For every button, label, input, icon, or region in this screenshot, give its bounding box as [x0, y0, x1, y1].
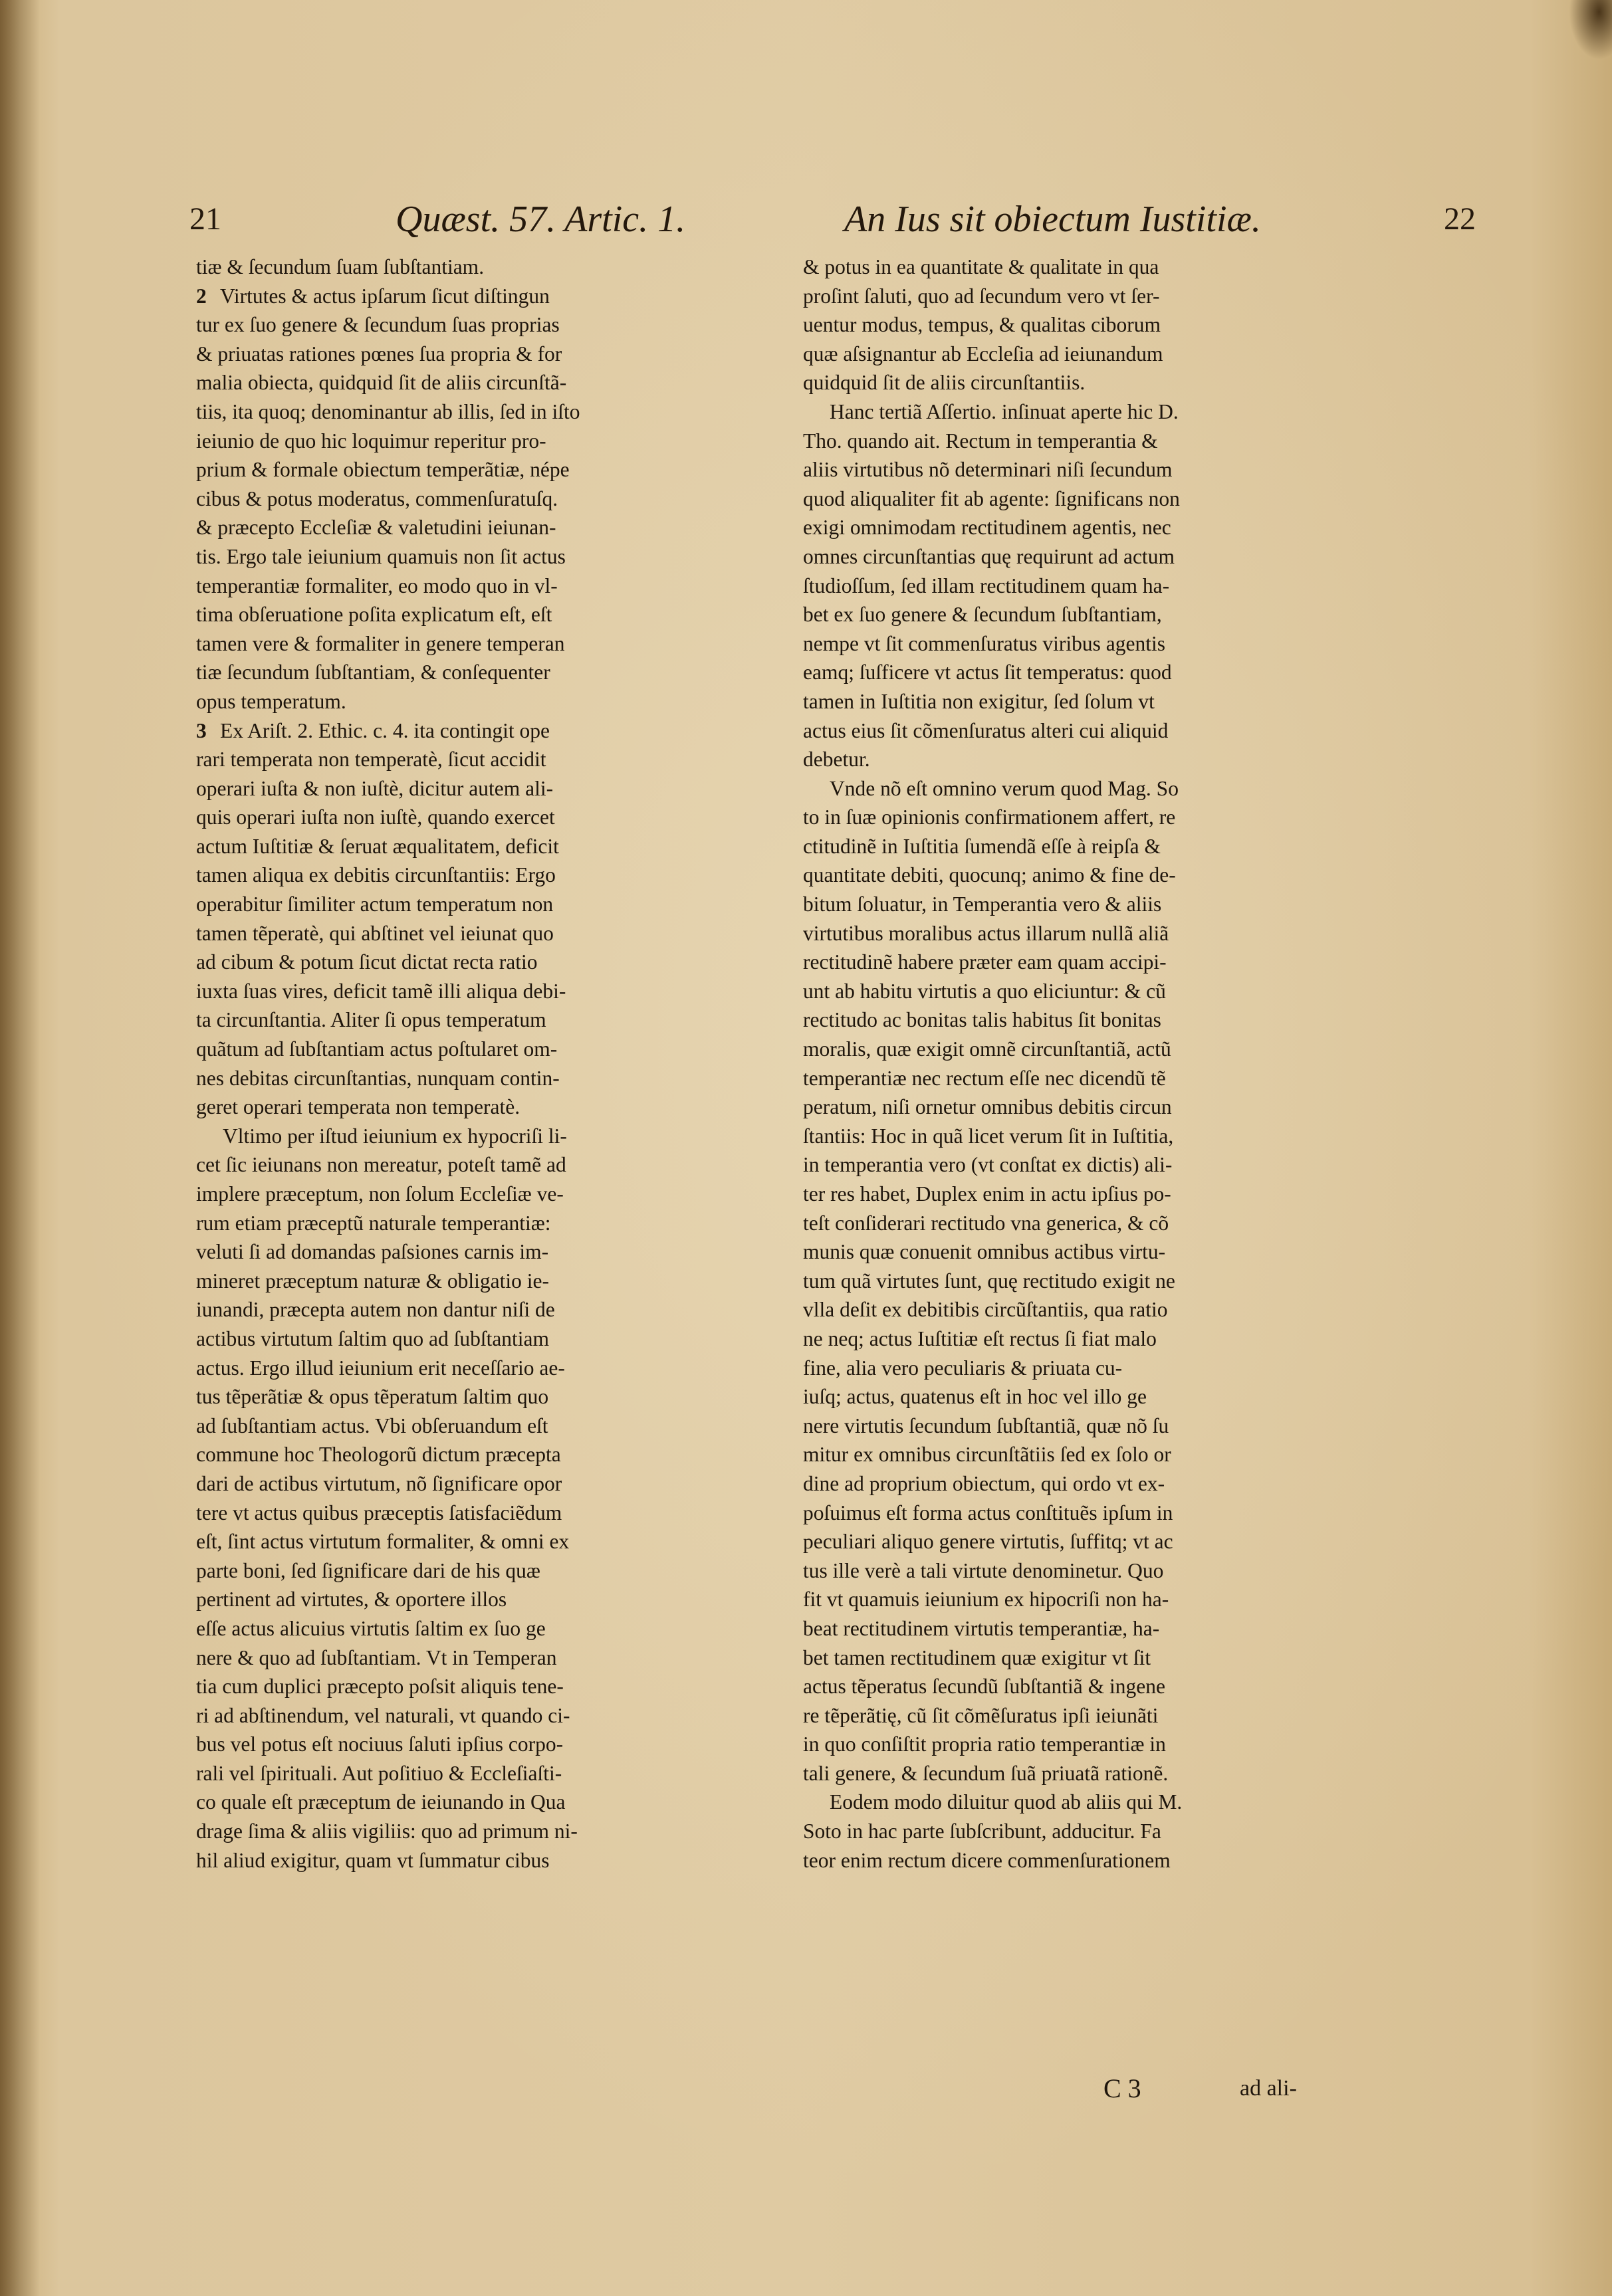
right-running-title: An Ius sit obiectum Iustitiæ. [844, 199, 1261, 240]
text-line [196, 484, 788, 514]
text-line [803, 1122, 1395, 1151]
text-line-content: parte boni, ſed ſignificare dari de his quæ [196, 1558, 540, 1582]
text-line [196, 1643, 788, 1673]
text-line [803, 1585, 1395, 1614]
text-line [803, 1267, 1395, 1296]
text-line [803, 948, 1395, 977]
text-line [196, 513, 788, 542]
text-line-content: tamen vere & formaliter in genere temperan [196, 631, 565, 655]
text-line [803, 1846, 1395, 1875]
text-line-content: teor enim rectum dicere commenſurationem [803, 1848, 1171, 1872]
text-line [196, 1382, 788, 1411]
text-line-content: tiis, ita quoq; denominantur ab illis, ſed in iſto [196, 399, 580, 423]
text-line [196, 1122, 788, 1151]
text-line-content: implere præceptum, non ſolum Eccleſiæ ve- [196, 1182, 564, 1205]
left-running-title: Quæst. 57. Artic. 1. [396, 199, 686, 240]
text-line [196, 368, 788, 397]
text-line-content: dine ad proprium obiectum, qui ordo vt ex- [803, 1471, 1165, 1495]
paragraph-number: 3 [196, 718, 207, 742]
text-line [803, 1180, 1395, 1209]
text-line [803, 861, 1395, 890]
text-line-content: tere vt actus quibus præceptis ſatisfaciẽdum [196, 1501, 562, 1524]
text-line-content: re tẽperãtię, cũ ſit cõmẽſuratus ipſi ieiunãti [803, 1703, 1159, 1727]
text-line-content: rum etiam præceptũ naturale temperantiæ: [196, 1211, 551, 1235]
text-line-content: to in ſuæ opinionis confirmationem affert, re [803, 805, 1176, 829]
text-line [803, 368, 1395, 397]
text-line-content: rali vel ſpirituali. Aut poſitiuo & Eccleſiaſti- [196, 1761, 562, 1785]
text-line [803, 1064, 1395, 1093]
text-line-content: nes debitas circunſtantias, nunquam contin- [196, 1066, 560, 1090]
text-line [196, 1527, 788, 1556]
text-line-content: ſtantiis: Hoc in quã licet verum ſit in Iuſtitia, [803, 1124, 1174, 1148]
text-line [196, 1267, 788, 1296]
text-line [196, 1672, 788, 1701]
text-line-content: poſuimus eſt forma actus conſtituẽs ipſum in [803, 1501, 1173, 1524]
text-line [803, 1411, 1395, 1441]
text-line-content: Eodem modo diluitur quod ab aliis qui M. [830, 1790, 1183, 1814]
text-line-content: operari iuſta & non iuſtè, dicitur autem ali- [196, 776, 554, 800]
text-line-content: tum quã virtutes ſunt, quę rectitudo exigit ne [803, 1269, 1175, 1293]
text-line-content: Soto in hac parte ſubſcribunt, adducitur. Fa [803, 1820, 1161, 1843]
text-line-content: dari de actibus virtutum, nõ ſignificare opor [196, 1471, 562, 1495]
text-line [196, 282, 788, 311]
text-line-content: peculiari aliquo genere virtutis, ſuffitq; vt ac [803, 1530, 1173, 1554]
signature-mark: C 3 [1103, 2073, 1141, 2103]
text-line-content: tali genere, & ſecundum ſuã priuatã rationẽ. [803, 1761, 1169, 1785]
text-line-content: Tho. quando ait. Rectum in temperantia & [803, 429, 1158, 453]
text-line-content: hil aliud exigitur, quam vt ſummatur cibus [196, 1848, 550, 1872]
text-line-content: nempe vt ſit commenſuratus viribus agentis [803, 631, 1166, 655]
text-line-content: iunandi, præcepta autem non dantur niſi de [196, 1298, 555, 1322]
text-line [803, 687, 1395, 716]
text-line-content: geret operari temperata non temperatè. [196, 1095, 520, 1119]
text-line-content: actibus virtutum ſaltim quo ad ſubſtantiam [196, 1326, 550, 1350]
text-line-content: ad ſubſtantiam actus. Vbi obſeruandum eſt [196, 1413, 548, 1437]
text-line [803, 1672, 1395, 1701]
text-line [803, 1759, 1395, 1788]
text-line [196, 1035, 788, 1064]
text-line-content: munis quæ conuenit omnibus actibus virtu- [803, 1240, 1166, 1264]
text-line-content: ter res habet, Duplex enim in actu ipſius po- [803, 1182, 1171, 1205]
text-line-content: ta circunſtantia. Aliter ſi opus temperatum [196, 1008, 546, 1032]
right-page-number: 22 [1444, 201, 1476, 237]
text-line [803, 1324, 1395, 1354]
text-line-content: mitur ex omnibus circunſtãtiis ſed ex ſolo or [803, 1443, 1171, 1467]
text-line [196, 687, 788, 716]
text-line-content: omnes circunſtantias quę requirunt ad actum [803, 544, 1175, 568]
left-page-number: 21 [189, 201, 221, 237]
text-line [196, 716, 788, 746]
text-line [196, 1585, 788, 1614]
text-line-content: cibus & potus moderatus, commenſuratuſq. [196, 486, 558, 510]
text-line [803, 1701, 1395, 1730]
text-line-content: quis operari iuſta non iuſtè, quando exercet [196, 805, 555, 829]
text-line [196, 948, 788, 977]
text-line [196, 427, 788, 456]
text-line-content: unt ab habitu virtutis a quo eliciuntur: & cũ [803, 979, 1166, 1003]
text-line-content: cet ſic ieiunans non mereatur, poteſt tamẽ ad [196, 1153, 566, 1177]
text-line-content: rari temperata non temperatè, ſicut accidit [196, 748, 546, 772]
text-line [196, 1499, 788, 1528]
text-line [803, 1209, 1395, 1238]
text-line [196, 803, 788, 832]
text-line [196, 1817, 788, 1846]
text-line [196, 1324, 788, 1354]
text-line-content: moralis, quæ exigit omnẽ circunſtantiã, actũ [803, 1037, 1171, 1061]
text-line-content: Ex Ariſt. 2. Ethic. c. 4. ita contingit ope [220, 718, 550, 742]
right-running-head [838, 193, 1476, 246]
text-line [803, 832, 1395, 861]
text-line [803, 513, 1395, 542]
text-line-content: ieiunio de quo hic loquimur reperitur pro- [196, 429, 546, 453]
left-text-column [196, 253, 788, 1875]
text-line [803, 310, 1395, 340]
text-line-content: tamen tẽperatè, qui abſtinet vel ieiunat quo [196, 921, 554, 945]
text-line [803, 600, 1395, 629]
text-line [196, 455, 788, 484]
text-line [803, 745, 1395, 774]
text-line [803, 484, 1395, 514]
text-line-content: ctitudinẽ in Iuſtitia ſumendã eſſe à reipſa & [803, 834, 1161, 858]
text-line-content: quidquid ſit de aliis circunſtantiis. [803, 371, 1086, 395]
text-line-content: Vltimo per iſtud ieiunium ex hypocriſi li- [223, 1124, 567, 1148]
text-line [196, 1469, 788, 1499]
text-line [803, 1527, 1395, 1556]
text-line-content: rectitudo ac bonitas talis habitus ſit bonitas [803, 1008, 1161, 1032]
text-line [196, 1788, 788, 1817]
text-line [803, 572, 1395, 601]
text-line [803, 658, 1395, 687]
text-line-content: bet tamen rectitudinem quæ exigitur vt ſit [803, 1645, 1151, 1669]
text-line-content: proſint ſaluti, quo ad ſecundum vero vt ſer- [803, 284, 1160, 308]
text-line-content: in quo conſiſtit propria ratio temperantiæ in [803, 1732, 1166, 1756]
text-line [196, 572, 788, 601]
text-line-content: drage ſima & aliis vigiliis: quo ad primum ni- [196, 1820, 578, 1843]
text-line-content: peratum, niſi ornetur omnibus debitis circun [803, 1095, 1172, 1119]
text-line-content: co quale eſt præceptum de ieiunando in Qua [196, 1790, 566, 1814]
text-line-content: tiæ & ſecundum ſuam ſubſtantiam. [196, 255, 485, 278]
text-line [196, 1614, 788, 1643]
text-line [803, 629, 1395, 659]
text-line [803, 397, 1395, 427]
text-line-content: fit vt quamuis ieiunium ex hipocriſi non ha- [803, 1588, 1169, 1612]
text-line [803, 1295, 1395, 1324]
text-line [196, 1237, 788, 1267]
text-line [196, 861, 788, 890]
text-line-content: veluti ſi ad domandas paſsiones carnis im- [196, 1240, 549, 1264]
text-line-content: tiæ ſecundum ſubſtantiam, & conſequenter [196, 661, 550, 684]
text-line-content: fine, alia vero peculiaris & priuata cu- [803, 1356, 1123, 1380]
text-line-content: malia obiecta, quidquid ſit de aliis circunſtã- [196, 371, 567, 395]
text-line [803, 253, 1395, 282]
text-line [196, 1730, 788, 1759]
gutter-shadow [0, 0, 40, 2296]
text-line-content: iuſq; actus, quatenus eſt in hoc vel illo ge [803, 1385, 1147, 1409]
text-line [803, 1237, 1395, 1267]
text-line-content: prium & formale obiectum temperãtiæ, népe [196, 458, 570, 482]
text-line-content: teſt conſiderari rectitudo vna generica, & cõ [803, 1211, 1169, 1235]
text-line-content: bitum ſoluatur, in Temperantia vero & aliis [803, 892, 1162, 916]
text-line [196, 919, 788, 948]
text-line [803, 1382, 1395, 1411]
catchword: ad ali- [1240, 2076, 1297, 2101]
text-line-content: pertinent ad virtutes, & oportere illos [196, 1588, 507, 1612]
text-line-content: & priuatas rationes pœnes ſua propria & for [196, 342, 562, 365]
text-line-content: tus ille verè a tali virtute denominetur. Quo [803, 1558, 1164, 1582]
text-line-content: iuxta ſuas vires, deficit tamẽ illi aliqua debi- [196, 979, 566, 1003]
text-line-content: temperantiæ formaliter, eo modo quo in vl- [196, 574, 558, 597]
text-line-content: beat rectitudinem virtutis temperantiæ, ha- [803, 1616, 1160, 1640]
text-line-content: bus vel potus eſt nociuus ſaluti ipſius corpo- [196, 1732, 564, 1756]
text-line-content: debetur. [803, 748, 870, 772]
text-line [196, 542, 788, 572]
text-line [196, 340, 788, 369]
text-line [803, 1788, 1395, 1817]
text-line [196, 1440, 788, 1469]
text-line-content: quæ aſsignantur ab Eccleſia ad ieiunandum [803, 342, 1163, 365]
text-line-content: rectitudinẽ habere præter eam quam accipi- [803, 950, 1167, 974]
text-line [196, 890, 788, 919]
text-line-content: temperantiæ nec rectum eſſe nec dicendũ tẽ [803, 1066, 1166, 1090]
text-line-content: actum Iuſtitiæ & ſeruat æqualitatem, deficit [196, 834, 559, 858]
text-line-content: actus tẽperatus ſecundũ ſubſtantiã & ingene [803, 1675, 1165, 1699]
text-line-content: quantitate debiti, quocunq; animo & fine de- [803, 863, 1176, 887]
text-line-content: & præcepto Eccleſiæ & valetudini ieiunan- [196, 516, 556, 540]
text-line [196, 832, 788, 861]
text-line [803, 1093, 1395, 1122]
text-line-content: vlla deſit ex debitibis circũſtantiis, qua ratio [803, 1298, 1168, 1322]
text-line [196, 745, 788, 774]
text-line-content: Vnde nõ eſt omnino verum quod Mag. So [830, 776, 1179, 800]
text-line [803, 427, 1395, 456]
text-line [803, 1643, 1395, 1673]
text-line-content: nere virtutis ſecundum ſubſtantiã, quæ nõ ſu [803, 1413, 1169, 1437]
text-line-content: & potus in ea quantitate & qualitate in qua [803, 255, 1159, 278]
text-line [196, 1556, 788, 1586]
text-line [196, 658, 788, 687]
text-line [803, 340, 1395, 369]
text-line-content: Hanc tertiã Aſſertio. inſinuat aperte hic D. [830, 399, 1179, 423]
text-line [803, 1469, 1395, 1499]
text-line [196, 1064, 788, 1093]
text-line-content: commune hoc Theologorũ dictum præcepta [196, 1443, 561, 1467]
text-line-content: operabitur ſimiliter actum temperatum non [196, 892, 554, 916]
left-running-head [189, 193, 701, 246]
text-line-content: actus eius ſit cõmenſuratus alteri cui aliquid [803, 718, 1169, 742]
text-line [803, 1035, 1395, 1064]
text-line [803, 542, 1395, 572]
text-line [196, 977, 788, 1006]
text-line [803, 1005, 1395, 1035]
text-line-content: tima obſeruatione poſita explicatum eſt, eſt [196, 603, 552, 627]
text-line [803, 1614, 1395, 1643]
text-line [196, 600, 788, 629]
text-line [803, 1499, 1395, 1528]
text-line [803, 890, 1395, 919]
text-line [196, 1701, 788, 1730]
text-line [803, 716, 1395, 746]
text-line [803, 282, 1395, 311]
text-line-content: eamq; ſuſficere vt actus ſit temperatus: quod [803, 661, 1172, 684]
text-line-content: opus temperatum. [196, 689, 346, 713]
text-line-content: mineret præceptum naturæ & obligatio ie- [196, 1269, 549, 1293]
text-line [196, 1295, 788, 1324]
text-line-content: actus. Ergo illud ieiunium erit neceſſario ae- [196, 1356, 565, 1380]
text-line-content: aliis virtutibus nõ determinari niſi ſecundum [803, 458, 1173, 482]
text-line [196, 1150, 788, 1180]
text-line-content: in temperantia vero (vt conſtat ex dictis) ali- [803, 1153, 1173, 1177]
text-line [196, 310, 788, 340]
text-line [803, 1150, 1395, 1180]
text-line-content: quãtum ad ſubſtantiam actus poſtularet om- [196, 1037, 558, 1061]
text-line [196, 1411, 788, 1441]
text-line-content: tur ex ſuo genere & ſecundum ſuas proprias [196, 313, 560, 337]
text-line-content: tamen aliqua ex debitis circunſtantiis: Ergo [196, 863, 556, 887]
text-line [803, 919, 1395, 948]
text-line [196, 1846, 788, 1875]
text-line-content: eſt, ſint actus virtutum formaliter, & omni ex [196, 1530, 570, 1554]
text-line-content: nere & quo ad ſubſtantiam. Vt in Temperan [196, 1645, 557, 1669]
text-line [196, 774, 788, 803]
text-line-content: exigi omnimodam rectitudinem agentis, nec [803, 516, 1171, 540]
text-line [196, 397, 788, 427]
right-text-column [803, 253, 1395, 1875]
text-line [803, 1730, 1395, 1759]
text-line-content: ri ad abſtinendum, vel naturali, vt quando ci- [196, 1703, 570, 1727]
text-line-content: uentur modus, tempus, & qualitas ciborum [803, 313, 1161, 337]
text-line [196, 629, 788, 659]
text-line-content: ne neq; actus Iuſtitiæ eſt rectus ſi fiat malo [803, 1326, 1157, 1350]
text-line [803, 1354, 1395, 1383]
text-line [196, 1093, 788, 1122]
text-line-content: eſſe actus alicuius virtutis ſaltim ex ſuo ge [196, 1616, 546, 1640]
text-line-content: tus tẽperãtiæ & opus tẽperatum ſaltim quo [196, 1385, 549, 1409]
text-line-content: ad cibum & potum ſicut dictat recta ratio [196, 950, 538, 974]
text-line-content: quod aliqualiter fit ab agente: ſignificans non [803, 486, 1180, 510]
text-line [196, 1005, 788, 1035]
text-line-content: virtutibus moralibus actus illarum nullã aliã [803, 921, 1169, 945]
text-line [803, 1440, 1395, 1469]
text-line-content: ſtudioſſum, ſed illam rectitudinem quam ha- [803, 574, 1170, 597]
text-line [196, 253, 788, 282]
text-line [196, 1209, 788, 1238]
corner-stain [1569, 0, 1612, 60]
text-line-content: Virtutes & actus ipſarum ſicut diſtingun [220, 284, 550, 308]
text-line [196, 1759, 788, 1788]
text-line [196, 1180, 788, 1209]
text-line-content: tis. Ergo tale ieiunium quamuis non ſit actus [196, 544, 566, 568]
text-line [196, 1354, 788, 1383]
text-line [803, 774, 1395, 803]
paragraph-number: 2 [196, 284, 207, 308]
text-line [803, 977, 1395, 1006]
text-line [803, 1817, 1395, 1846]
text-line-content: tamen in Iuſtitia non exigitur, ſed ſolum vt [803, 689, 1155, 713]
text-line [803, 455, 1395, 484]
text-line-content: tia cum duplici præcepto poſsit aliquis tene- [196, 1675, 564, 1699]
text-line [803, 1556, 1395, 1586]
text-line-content: bet ex ſuo genere & ſecundum ſubſtantiam, [803, 603, 1162, 627]
text-line [803, 803, 1395, 832]
